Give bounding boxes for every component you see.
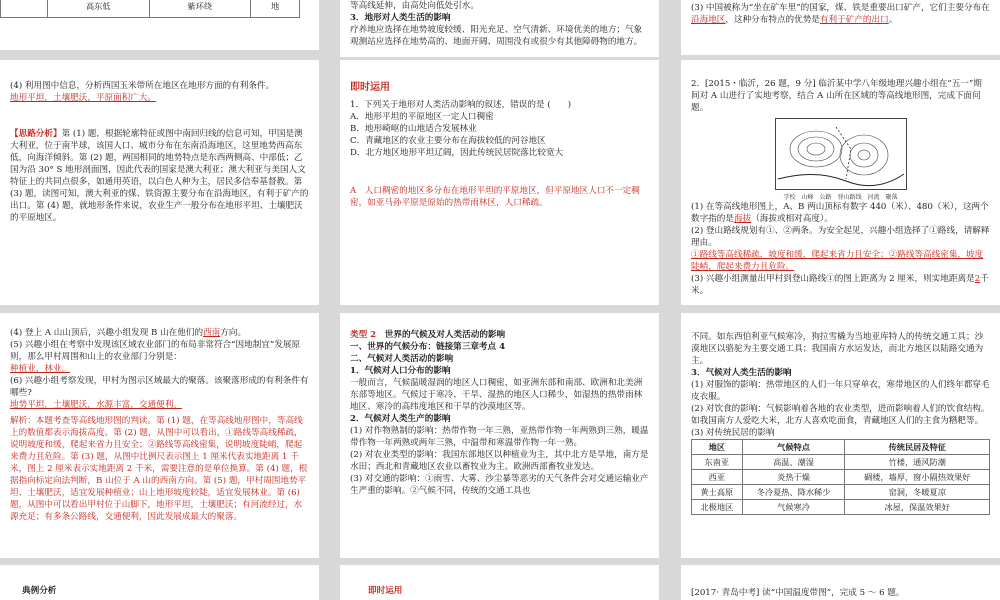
question-text: (2) 登山路线规划有①、②两条。为安全起见，兴趣小组选择了①路线，请解释理由。 <box>691 226 990 248</box>
paragraph: (2) 对农业类型的影响：我国东部地区以种植业为主，其中北方是旱地，南方是水田；西北和青藏地区农业以畜牧业为主。欧洲西部畜牧业发达。 <box>350 450 649 472</box>
answer-blank: 海拔 <box>733 214 752 224</box>
question-text: 2．[2015・临沂，26 题，9 分] 临沂某中学八年级地理兴趣小组在“五一”期间对 A 山进行了实地考察，结合 A 山所在区域的等高线地形图，完成下面问题。 <box>691 79 982 113</box>
table-header: 地区 <box>692 440 743 455</box>
paragraph: (1) 对作物熟制的影响：热带作物一年三熟，亚热带作物一年两熟到三熟，暖温带作物一年两熟或两年三熟，中温带和寒温带作物一年一熟。 <box>350 426 649 448</box>
table-row: 西亚 炎热干燥 碉楼，墙厚，窗小隔热效果好 <box>692 470 990 485</box>
paragraph: (2) 对饮食的影响：气候影响着各地的农业类型，进而影响着人们的饮食结构。如我国南方人爱吃大米，北方人喜欢吃面食，青藏地区人们的主食为糌粑等。 <box>691 404 990 426</box>
table-header: 气候特点 <box>742 440 845 455</box>
page-card-8 <box>340 313 659 558</box>
section-title: 典例分析 <box>22 586 57 596</box>
table-cell: 地 <box>251 0 300 18</box>
option-c: C．青藏地区的农业主要分布在海拔较低的河谷地区 <box>350 136 546 146</box>
section-title: 即时运用 <box>350 82 390 93</box>
table-row: 东南亚 高温、潮湿 竹楼，通风防潮 <box>692 455 990 470</box>
question-text: 1．下列关于地形对人类活动影响的叙述，错误的是 ( ) <box>350 100 572 110</box>
page-card-10 <box>0 565 319 600</box>
answer-text: A 人口稠密的地区多分布在地形平坦的平原地区，但平原地区人口不一定稠密，如亚马孙平原是原始的热带雨林区，人口稀疏。 <box>350 186 640 208</box>
answer-text: 地形平坦，土壤肥沃，平原面积广大。 <box>10 93 157 103</box>
paragraph: 不同。如东西伯利亚气候寒冷，狗拉雪橇为当地亚库特人的传统交通工具；沙漠地区以骆驼为主要交通工具；我国南方水运发达，而北方地区以陆路交通为主。 <box>691 332 984 366</box>
option-b: B．地形崎岖的山地适合发展林业 <box>350 124 477 134</box>
answer-blank: 有利于矿产的出口 <box>819 15 889 25</box>
subheading: 二、气候对人类活动的影响 <box>350 354 454 364</box>
explanation-text: 解析：本题考查等高线地形图的判读。第 (1) 题，在等高线地形图中，等高线上的数值都表示海拔高度。第 (2) 题，从图中可以看出，①路线等高线稀疏，说明坡度和缓，爬起来省力且安全；②路线等高线密集，说明坡度陡峭，爬起来费力且危险。第 (3) 题，从图中比例尺表示图上 1 厘米代表实地距离 1 千米，图上 2 厘米表示实地距离 2 千米，需要注意的是单位换算。第 (4) 题，根据指向标定向法判断，B 山位于 A 山的西南方向。第 (5) 题，甲村周围地势平坦、土壤肥沃，适宜发展种植业；山上地形坡度较陡，适宜发展林业。第 (6) 题，从图中可以看出甲村位于山脚下，地形平坦，土壤肥沃；有河流经过，水源充足；有多条公路线，交通便利，因此发展成最大的聚落。 <box>10 416 308 522</box>
option-a: A．地形平坦的平原地区一定人口稠密 <box>350 112 494 122</box>
paragraph: 疗养地应选择在地势坡度较缓、阳光充足、空气清新、环境优美的地方；气象观测站应选择在地势高的、地面开阔、周围没有或很少有其他障碍物的地方。 <box>350 25 643 47</box>
answer-text: 种植业，林业。 <box>10 364 71 374</box>
subheading: 3．气候对人类生活的影响 <box>691 368 792 378</box>
answer-blank: 2 <box>974 274 981 284</box>
contour-lines <box>776 119 906 189</box>
page-card-12 <box>681 565 1000 600</box>
answer-blank: 西南 <box>203 328 221 338</box>
page-card-4 <box>0 60 319 305</box>
table-header: 传统民居及特征 <box>845 440 990 455</box>
question-text: [2017· 青岛中考] 读“中国温度带图”，完成 5 ～ 6 题。 <box>691 588 905 598</box>
answer-text: ①路线等高线稀疏，坡度和缓，爬起来省力且安全；②路线等高线密集，坡度陡峭，爬起来费力且危险。 <box>691 250 984 272</box>
map-legend: 学校 山峰 公路 登山路线 河流 聚落 <box>783 194 898 201</box>
table-row: 黄土高原 冬冷夏热、降水稀少 窑洞，冬暖夏凉 <box>692 485 990 500</box>
table-cell: 紫环绕 <box>149 0 251 18</box>
page-card-6 <box>681 60 1000 305</box>
question-text: (6) 兴趣小组考察发现，甲村为图示区域最大的聚落。该聚落形成的有利条件有哪些? <box>10 376 309 398</box>
question-text: (3) 兴趣小组测量出甲村到登山路线①的图上距离为 2 厘米，则实地距离是2千米。 <box>691 274 989 296</box>
paragraph: (3) 对交通的影响：①雨雪、大雾、沙尘暴等恶劣的天气条件会对交通运输业产生严重的影响。②气候不同，传统的交通工具也 <box>350 474 649 496</box>
subheading: 一、世界的气候分布：链接第三章考点 4 <box>350 342 506 352</box>
table-row: 北极地区 气候寒冷 冰屋，保温效果好 <box>692 500 990 515</box>
question-text: (5) 兴趣小组在考察中发现该区域农业部门的布局非常符合“因地制宜”发展原则，那么甲村周围和山上的农业部门分别是： <box>10 340 301 362</box>
question-text: (1) 在等高线地形图上，A、B 两山顶标有数字 440（米）、480（米），这两个数字指的是海拔（海拔或相对高度）。 <box>691 202 989 224</box>
page-card-5 <box>340 60 659 305</box>
paragraph: 等高线延伸，由高处向低处引水。 <box>350 1 479 11</box>
page-card-2 <box>340 0 659 57</box>
paragraph: 一般而言，气候温暖湿润的地区人口稠密，如亚洲东部和南部、欧洲和北美洲东部等地区。气候过于寒冷、干旱、湿热的地区人口稀少，如湿热的热带雨林地区、寒冷的高纬度地区和干旱的沙漠地区等。 <box>350 378 643 412</box>
analysis-text: 【思路分析】第 (1) 题，根据轮廓特征或图中南回归线的信息可知，甲国是澳大利亚，位于南半球，该国人口、城市分布在东南沿海地区，这里地势西高东低，向海洋倾斜。第 (2) 题，两国相同的地势特点是东西两侧高、中部低；乙国为沿 30° S 地形剖面图，因此代表的国家是澳大利亚；澳大利亚与美国人文特征上的共同点很多，如通用英语，以白色人种为主，居民多信奉基督教。第 (3) 题，读图可知，澳大利亚的煤、铁资源主要分布在沿海地区，有利于矿产的出口。第 (4) 题，就地形条件来说，农业生产一般分布在地形平坦、土壤肥沃的平原地区。 <box>10 129 309 223</box>
option-d: D．北方地区地形平坦辽阔，因此传统民居院落比较宽大 <box>350 148 564 158</box>
page-card-11 <box>340 565 659 600</box>
section-title: 即时运用 <box>368 586 403 596</box>
page-card-3 <box>681 0 1000 55</box>
section-heading: 类型 2 世界的气候及对人类活动的影响 <box>350 330 506 340</box>
page-card-7 <box>0 313 319 558</box>
paragraph: (3) 对传统民居的影响 <box>691 428 775 438</box>
page-card-9 <box>681 313 1000 558</box>
question-text: (4) 利用图中信息，分析西国玉米带所在地区在地形方面的有利条件。 <box>10 81 275 91</box>
question-text: (4) 登上 A 山山顶后，兴趣小组发现 B 山在他们的西南方向。 <box>10 328 247 338</box>
contour-map <box>775 118 907 190</box>
dwelling-table <box>691 439 990 515</box>
subheading: 2．气候对人类生产的影响 <box>350 414 451 424</box>
page-card-1 <box>0 0 319 50</box>
subheading: 1．气候对人口分布的影响 <box>350 366 451 376</box>
table-cell: 高东低 <box>48 0 150 18</box>
terrain-table-fragment <box>0 0 300 18</box>
question-text: (3) 中国被称为“坐在矿车里”的国家，煤、铁是重要出口矿产，它们主要分布在沿海地区，这种分布特点的优势是有利于矿产的出口。 <box>691 3 990 25</box>
answer-text: 地势平坦，土壤肥沃，水源丰富，交通便利。 <box>10 400 182 410</box>
section-heading: 3．地形对人类生活的影响 <box>350 13 451 23</box>
paragraph: (1) 对服饰的影响：热带地区的人们一年只穿单衣，寒带地区的人们终年都穿毛皮衣服。 <box>691 380 990 402</box>
answer-blank: 沿海地区 <box>691 15 726 25</box>
